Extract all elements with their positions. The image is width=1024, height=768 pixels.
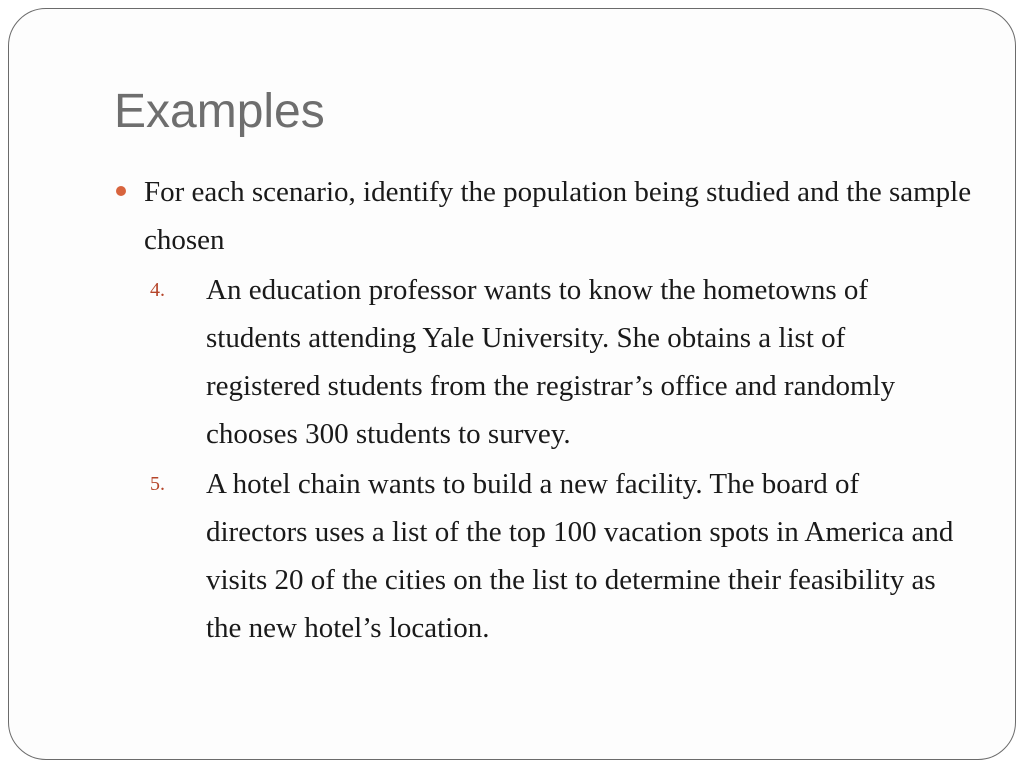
bullet-text: For each scenario, identify the population being studied and the sample chosen — [144, 176, 972, 256]
scenario-text: An education professor wants to know the hometowns of students attending Yale University. She obtains a list of registered students from the registrar’s office and randomly chooses 300 students to survey. — [206, 274, 896, 450]
bullet-dot-icon — [116, 186, 126, 196]
scenario-list — [114, 266, 974, 652]
slide-content — [114, 168, 974, 654]
scenario-number: 4. — [150, 279, 165, 301]
scenario-text: A hotel chain wants to build a new facility. The board of directors uses a list of the top 100 vacation spots in America and visits 20 of the cities on the list to determine their feasibility as the new hotel’s location. — [206, 468, 954, 644]
scenario-number: 5. — [150, 473, 165, 495]
slide-title: Examples — [114, 85, 325, 138]
scenario-item-4 — [114, 266, 966, 458]
bullet-point — [114, 168, 974, 264]
scenario-item-5 — [114, 460, 966, 652]
